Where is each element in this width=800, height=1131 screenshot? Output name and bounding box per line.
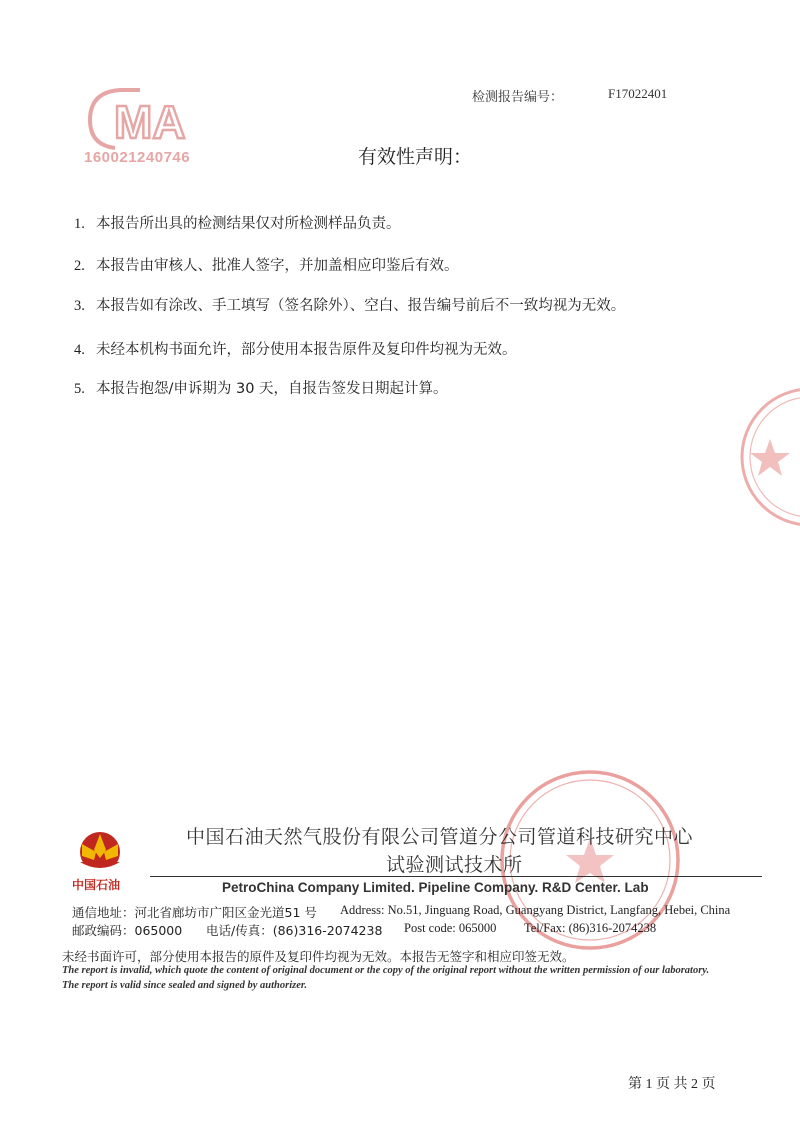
list-item-number: 5. [74, 381, 85, 397]
list-item [74, 338, 517, 359]
cma-stamp-number: 160021240746 [84, 149, 191, 166]
page-title: 有效性声明： [358, 146, 473, 168]
address-cn: 通信地址：河北省廊坊市广阳区金光道51 号 [72, 905, 317, 920]
address-en: Address: No.51, Jinguang Road, Guangyang District, Langfang, Hebei, China [340, 903, 731, 917]
list-item-number: 2. [74, 258, 85, 274]
list-item-text: 本报告由审核人、批准人签字，并加盖相应印鉴后有效。 [96, 258, 459, 274]
petrochina-logo-icon [72, 828, 128, 874]
list-item [74, 212, 401, 233]
organization-name-en: PetroChina Company Limited. Pipeline Company. R&D Center. Lab [222, 880, 649, 895]
list-item [74, 254, 459, 275]
footer-divider [150, 876, 762, 877]
svg-text:MA: MA [114, 96, 186, 148]
list-item-text: 本报告如有涂改、手工填写（签名除外）、空白、报告编号前后不一致均视为无效。 [96, 298, 626, 314]
list-item-number: 4. [74, 342, 85, 358]
phone-cn: 电话/传真：(86)316-2074238 [206, 923, 383, 938]
report-number-value: F17022401 [608, 86, 668, 101]
report-number-label: 检测报告编号： [472, 90, 564, 105]
list-item-text: 未经本机构书面允许，部分使用本报告原件及复印件均视为无效。 [96, 342, 517, 358]
validity-note-en-2: The report is valid since sealed and signed by authorizer. [62, 980, 308, 991]
organization-dept-cn: 试验测试技术所 [386, 854, 523, 876]
postcode-cn: 邮政编码：065000 [72, 923, 183, 938]
logo-text: 中国石油 [72, 878, 121, 892]
list-item-text: 本报告所出具的检测结果仅对所检测样品负责。 [96, 216, 401, 232]
validity-note-en-1: The report is invalid, which quote the content of original document or the copy of the original report without the written permission of our laboratory. [62, 965, 710, 976]
phone-en: Tel/Fax: (86)316-2074238 [524, 921, 657, 935]
partial-seal-icon [730, 375, 800, 540]
postcode-en: Post code: 065000 [404, 921, 497, 935]
list-item-number: 1. [74, 216, 85, 232]
page-number: 第 1 页 共 2 页 [628, 1077, 716, 1092]
organization-name-cn: 中国石油天然气股份有限公司管道分公司管道科技研究中心 [186, 826, 694, 848]
list-item-text: 本报告抱怨/申诉期为 30 天，自报告签发日期起计算。 [96, 381, 448, 397]
validity-note-cn: 未经书面许可，部分使用本报告的原件及复印件均视为无效。本报告无签字和相应印签无效。 [62, 949, 575, 964]
list-item [74, 377, 448, 398]
list-item [74, 294, 625, 315]
list-item-number: 3. [74, 298, 85, 314]
